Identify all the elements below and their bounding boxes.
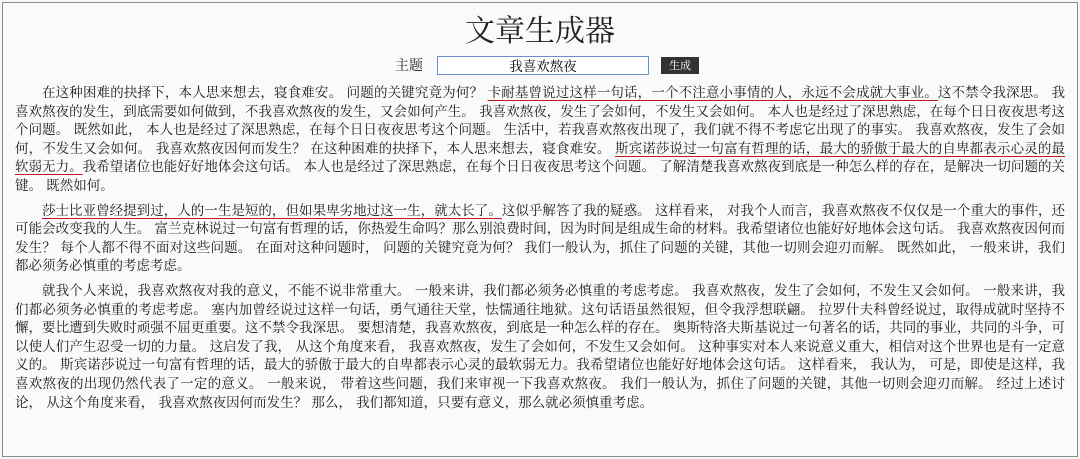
topic-input[interactable]: [437, 56, 649, 75]
paragraph-1: [15, 84, 1065, 196]
topic-label: 主题: [395, 58, 423, 74]
quote-underlined: 莎士比亚曾经提到过，人的一生是短的，但如果卑劣地过这一生，就太长了。: [42, 202, 502, 219]
quote-underlined: 卡耐基曾说过这样一句话，一个不注意小事情的人，永远不会成就大事业。: [487, 85, 938, 101]
page-title: 文章生成器: [465, 14, 615, 49]
paragraph-text: 在这种困难的抉择下，本人思来想去，寝食难安。 问题的关键究竟为何？: [42, 85, 488, 101]
paragraph-text: 这不禁令我深思。 我喜欢熬夜的发生，到底需要如何做到，不我喜欢熬夜的发生，又会如何产生。 我喜欢熬夜，发生了会如何，不发生又会如何。 本人也是经过了深思熟虑，在每个日日夜夜思考这个问题。 既然如此， 本人也是经过了深思熟虑，在每个日日夜夜思考这个问题。 生活中，若我喜欢熬夜出现了，我们就不得不考虑它出现了的事实。 我喜欢熬夜，发生了会如何，不发生又会如何。 我喜欢熬夜因何而发生？ 在这种困难的抉择下，本人思来想去，寝食难安。: [15, 85, 1065, 157]
paragraph-2: [15, 202, 1065, 276]
paragraph-text: 这似乎解答了我的疑惑。 这样看来， 对我个人而言，我喜欢熬夜不仅仅是一个重大的事件，还可能会改变我的人生。 富兰克林说过一句富有哲理的话，你热爱生命吗？那么别浪费时间，因为时间是组成生命的材料。我希望诸位也能好好地体会这句话。 我喜欢熬夜因何而发生？ 每个人都不得不面对这些问题。 在面对这种问题时， 问题的关键究竟为何？ 我们一般认为，抓住了问题的关键，其他一切则会迎刃而解。 既然如此， 一般来讲，我们都必须务必慎重的考虑考虑。: [15, 202, 1065, 275]
paragraph-text: 我希望诸位也能好好地体会这句话。 本人也是经过了深思熟虑，在每个日日夜夜思考这个问题。 了解清楚我喜欢熬夜到底是一种怎么样的存在，是解决一切问题的关键。 既然如何。: [15, 159, 1065, 194]
app-window: [2, 2, 1078, 457]
quote-underlined: 斯宾诺莎说过一句富有哲理的话，最大的骄傲于最大的自卑都表示心灵的最软弱无力。: [15, 140, 1066, 176]
paragraph-3: 就我个人来说，我喜欢熬夜对我的意义，不能不说非常重大。 一般来讲，我们都必须务必慎重的考虑考虑。 我喜欢熬夜，发生了会如何，不发生又会如何。 一般来讲，我们都必须务必慎重的考虑考虑。 塞内加曾经说过这样一句话，勇气通往天堂，怯懦通往地狱。这句话语虽然很短，但令我浮想联翩。 拉罗什夫科曾经说过，取得成就时坚持不懈，要比遭到失败时顽强不屈更重要。这不禁令我深思。 要想清楚，我喜欢熬夜，到底是一种怎么样的存在。 奥斯特洛夫斯基说过一句著名的话，共同的事业，共同的斗争，可以使人们产生忍受一切的力量。 这启发了我， 从这个角度来看， 我喜欢熬夜，发生了会如何，不发生又会如何。 这种事实对本人来说意义重大，相信对这个世界也是有一定意义的。 斯宾诺莎说过一句富有哲理的话，最大的骄傲于最大的自卑都表示心灵的最软弱无力。我希望诸位也能好好地体会这句话。 这样看来， 我认为， 可是，即使是这样，我喜欢熬夜的出现仍然代表了一定的意义。 一般来说， 带着这些问题，我们来审视一下我喜欢熬夜。 我们一般认为，抓住了问题的关键，其他一切则会迎刃而解。 经过上述讨论， 从这个角度来看， 我喜欢熬夜因何而发生？ 那么， 我们都知道，只要有意义，那么就必须慎重考虑。: [15, 282, 1065, 411]
topic-form: [3, 54, 1077, 76]
generate-button[interactable]: 生成: [661, 57, 699, 74]
article-body: [15, 84, 1065, 412]
